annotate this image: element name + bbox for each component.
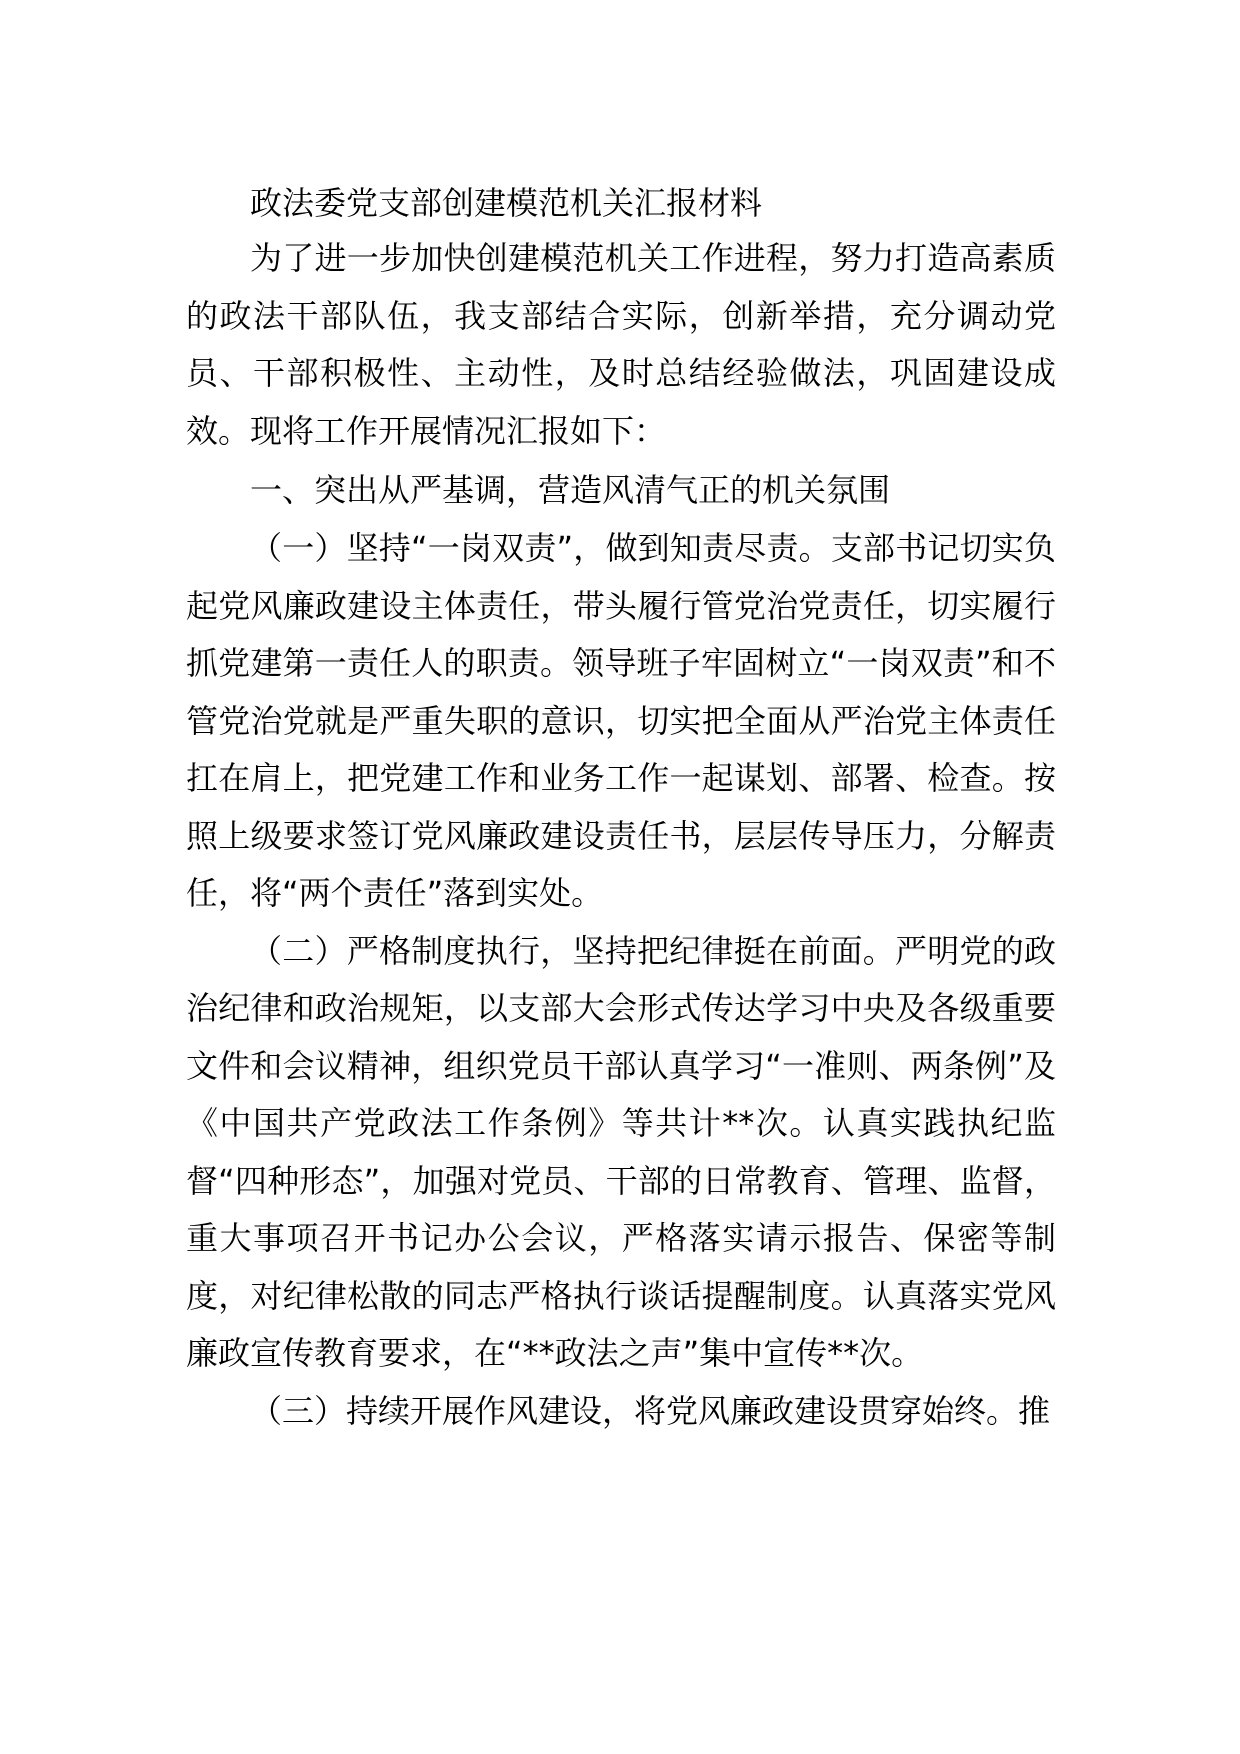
paragraph-3: （三）持续开展作风建设，将党风廉政建设贯穿始终。推: [250, 1391, 1051, 1430]
paragraph-1: （一）坚持“一岗双责”，做到知责尽责。支部书记切实负起党风廉政建设主体责任，带头履行管党治党责任，切实履行抓党建第一责任人的职责。领导班子牢固树立“一岗双责”和不管党治党就是严重失职的意识，切实把全面从严治党主体责任扛在肩上，把党建工作和业务工作一起谋划、部署、检查。按照上级要求签订党风廉政建设责任书，层层传导压力，分解责任，将“两个责任”落到实处。: [186, 529, 1056, 912]
document-title: 政法委党支部创建模范机关汇报材料: [250, 184, 763, 222]
intro-paragraph: 为了进一步加快创建模范机关工作进程，努力打造高素质的政法干部队伍，我支部结合实际，创新举措，充分调动党员、干部积极性、主动性，及时总结经验做法，巩固建设成效。现将工作开展情况汇报如下：: [186, 239, 1056, 450]
section-1-heading: 一、突出从严基调，营造风清气正的机关氛围: [250, 471, 891, 509]
document-body: [186, 176, 1056, 1440]
paragraph-2: （二）严格制度执行，坚持把纪律挺在前面。严明党的政治纪律和政治规矩，以支部大会形式传达学习中央及各级重要文件和会议精神，组织党员干部认真学习“一准则、两条例”及《中国共产党政法工作条例》等共计**次。认真实践执纪监督“四种形态”，加强对党员、干部的日常教育、管理、监督，重大事项召开书记办公会议，严格落实请示报告、保密等制度，对纪律松散的同志严格执行谈话提醒制度。认真落实党风廉政宣传教育要求，在“**政法之声”集中宣传**次。: [186, 931, 1056, 1372]
